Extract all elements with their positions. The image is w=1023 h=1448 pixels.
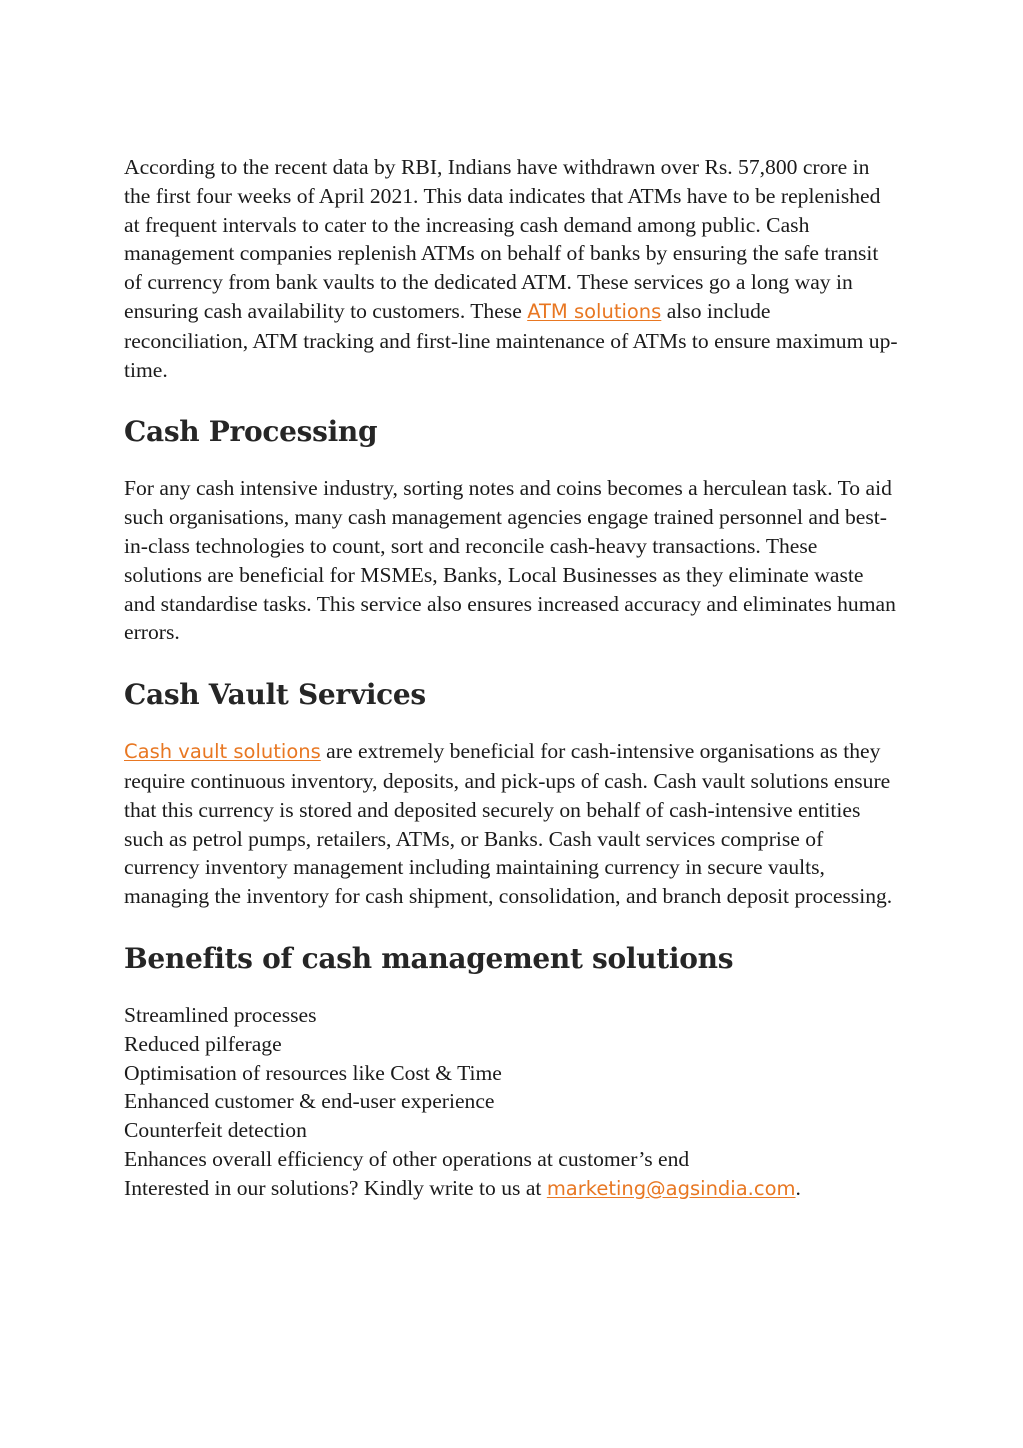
list-item: Streamlined processes [124,1002,317,1027]
benefits-heading: Benefits of cash management solutions [124,941,734,975]
cash-processing-heading: Cash Processing [124,415,378,449]
list-item: Enhances overall efficiency of other operations at customer’s end [124,1146,690,1171]
cash-vault-heading: Cash Vault Services [124,678,426,712]
cash-vault-solutions-link[interactable]: Cash vault solutions [124,740,321,764]
document-page [124,153,899,1204]
contact-email-link[interactable]: marketing@agsindia.com [546,1176,796,1200]
list-item: Optimisation of resources like Cost & Time [124,1060,502,1085]
atm-solutions-link[interactable]: ATM solutions [527,299,662,323]
intro-text-after-link: also include reconciliation, ATM tracking and first-line maintenance of ATMs to ensure maximum up-time. [124,298,898,382]
list-item: Counterfeit detection [124,1118,307,1143]
cash-processing-paragraph: For any cash intensive industry, sorting notes and coins becomes a herculean task. To aid such organisations, many cash management agencies engage trained personnel and best-in-class technologies to count, sort and reconcile cash-heavy transactions. These solutions are beneficial for MSMEs, Banks, Local Businesses as they eliminate waste and standardise tasks. This service also ensures increased accuracy and eliminates human errors. [124,476,896,645]
intro-text-before-link: According to the recent data by RBI, Indians have withdrawn over Rs. 57,800 crore in the first four weeks of April 2021. This data indicates that ATMs have to be replenished at frequent intervals to cater to the increasing cash demand among public. Cash management companies replenish ATMs on behalf of banks by ensuring the safe transit of currency from bank vaults to the dedicated ATM. These services go a long way in ensuring cash availability to customers. These [124,155,881,323]
contact-suffix: . [795,1175,801,1200]
cash-vault-paragraph [124,737,899,911]
list-item: Reduced pilferage [124,1031,282,1056]
contact-line [124,1174,899,1204]
benefits-list [124,1001,899,1174]
intro-paragraph [124,153,899,384]
list-item: Enhanced customer & end-user experience [124,1089,495,1114]
contact-prefix: Interested in our solutions? Kindly write to us at [124,1175,547,1200]
cash-vault-body: are extremely beneficial for cash-intensive organisations as they require continuous inventory, deposits, and pick-ups of cash. Cash vault solutions ensure that this currency is stored and deposited securely on behalf of cash-intensive entities such as petrol pumps, retailers, ATMs, or Banks. Cash vault services comprise of currency inventory management including maintaining currency in secure vaults, managing the inventory for cash shipment, consolidation, and branch deposit processing. [124,739,893,909]
